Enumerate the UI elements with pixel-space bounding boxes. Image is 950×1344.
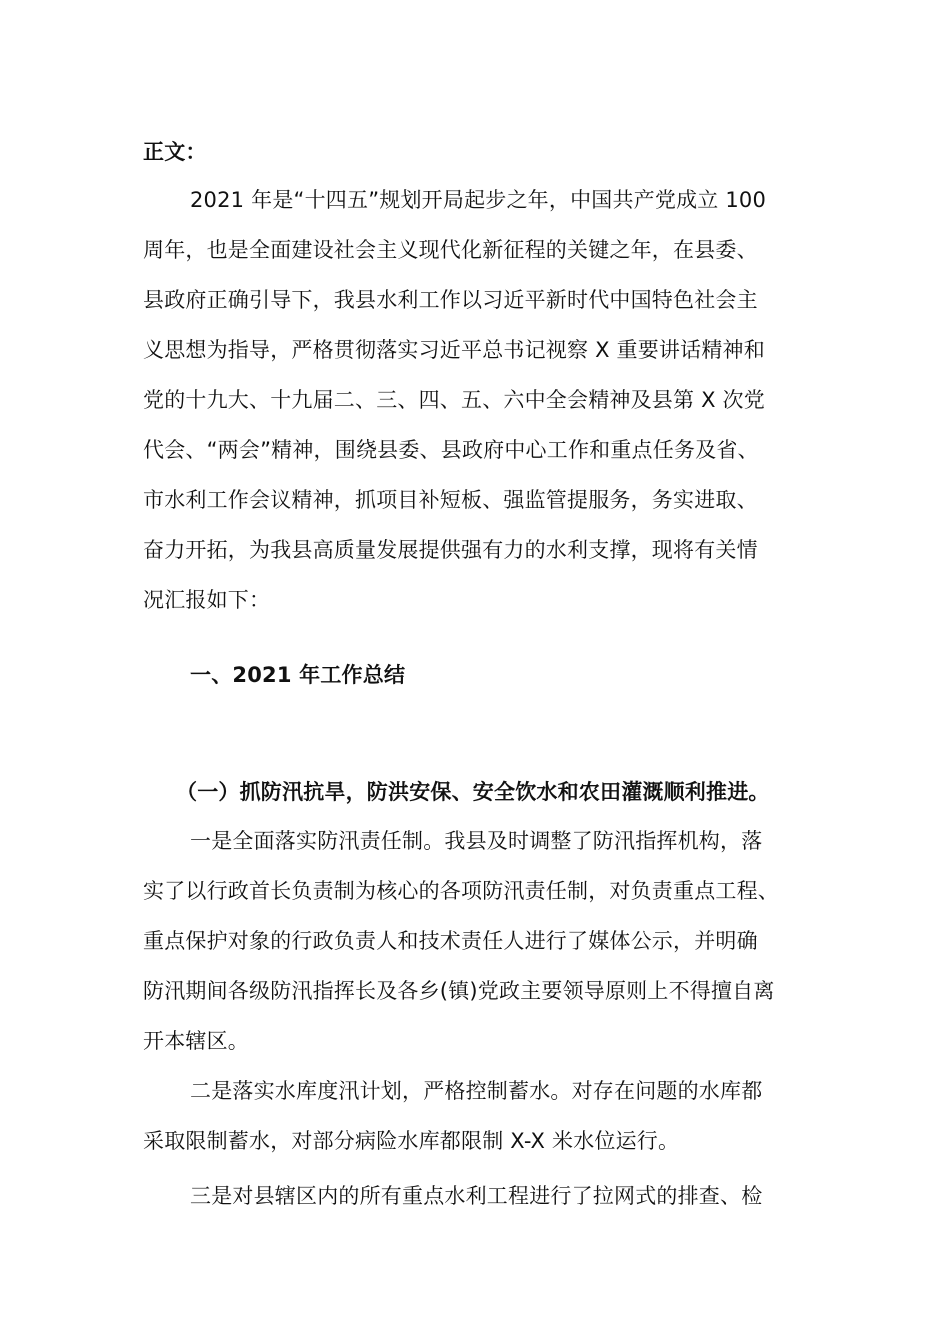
paragraph-line: 重点保护对象的行政负责人和技术责任人进行了媒体公示，并明确 <box>143 929 758 953</box>
intro-line: 党的十九大、十九届二、三、四、五、六中全会精神及县第 X 次党 <box>143 388 765 412</box>
paragraph-line: 实了以行政首长负责制为核心的各项防汛责任制，对负责重点工程、 <box>143 879 779 903</box>
paragraph-line: 开本辖区。 <box>143 1029 249 1053</box>
intro-line: 代会、“两会”精神，围绕县委、县政府中心工作和重点任务及省、 <box>143 438 759 462</box>
paragraph-line: 一是全面落实防汛责任制。我县及时调整了防汛指挥机构，落 <box>190 829 763 853</box>
paragraph-line: 三是对县辖区内的所有重点水利工程进行了拉网式的排查、检 <box>190 1184 763 1208</box>
body-label: 正文： <box>143 140 207 164</box>
intro-line: 县政府正确引导下，我县水利工作以习近平新时代中国特色社会主 <box>143 288 758 312</box>
section-heading: 一、2021 年工作总结 <box>190 663 406 687</box>
paragraph-line: 采取限制蓄水，对部分病险水库都限制 X-X 米水位运行。 <box>143 1129 680 1153</box>
intro-line: 2021 年是“十四五”规划开局起步之年，中国共产党成立 100 <box>190 188 767 212</box>
intro-line: 市水利工作会议精神，抓项目补短板、强监管提服务，务实进取、 <box>143 488 758 512</box>
subsection-heading: （一）抓防汛抗旱，防洪安保、安全饮水和农田灌溉顺利推进。 <box>176 780 770 804</box>
intro-line: 义思想为指导，严格贯彻落实习近平总书记视察 X 重要讲话精神和 <box>143 338 765 362</box>
intro-line: 况汇报如下： <box>143 588 271 612</box>
intro-line: 周年，也是全面建设社会主义现代化新征程的关键之年，在县委、 <box>143 238 758 262</box>
paragraph-line: 防汛期间各级防汛指挥长及各乡(镇)党政主要领导原则上不得擅自离 <box>143 979 775 1003</box>
paragraph-line: 二是落实水库度汛计划，严格控制蓄水。对存在问题的水库都 <box>190 1079 763 1103</box>
intro-line: 奋力开拓，为我县高质量发展提供强有力的水利支撑，现将有关情 <box>143 538 758 562</box>
